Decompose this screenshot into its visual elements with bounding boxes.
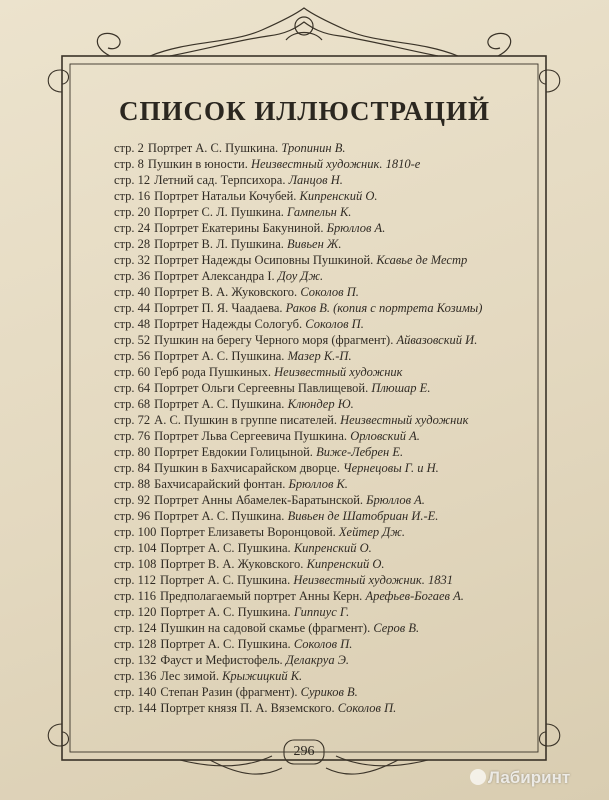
list-item: [114, 604, 514, 620]
illustration-title: Портрет Натальи Кочубей.: [154, 189, 297, 203]
page-reference: стр. 16: [114, 189, 151, 203]
page-reference: стр. 128: [114, 637, 157, 651]
list-item: [114, 636, 514, 652]
illustration-title: Портрет Елизаветы Воронцовой.: [160, 525, 336, 539]
illustration-title: Герб рода Пушкиных.: [154, 365, 272, 379]
page-reference: стр. 28: [114, 237, 151, 251]
artist-credit: Кипренский О.: [306, 557, 385, 571]
page-reference: стр. 36: [114, 269, 151, 283]
illustration-title: Портрет Надежды Осиповны Пушкиной.: [154, 253, 374, 267]
artist-credit: Соколов П.: [300, 285, 359, 299]
page-reference: стр. 116: [114, 589, 156, 603]
list-item: [114, 508, 514, 524]
page-reference: стр. 80: [114, 445, 151, 459]
illustration-title: Портрет Ольги Сергеевны Павлищевой.: [154, 381, 369, 395]
list-item: [114, 300, 514, 316]
illustration-title: Портрет Анны Абамелек-Баратынской.: [154, 493, 364, 507]
page-reference: стр. 20: [114, 205, 151, 219]
labyrinth-logo-icon: [470, 769, 486, 785]
list-item: [114, 700, 514, 716]
artist-credit: Тропинин В.: [281, 141, 346, 155]
illustration-title: Портрет А. С. Пушкина.: [154, 349, 285, 363]
list-item: [114, 140, 514, 156]
illustration-title: Пушкин в юности.: [147, 157, 248, 171]
page-reference: стр. 2: [114, 141, 144, 155]
illustration-title: Пушкин в Бахчисарайском дворце.: [154, 461, 340, 475]
page-reference: стр. 104: [114, 541, 157, 555]
list-item: [114, 380, 514, 396]
artist-credit: Крыжицкий К.: [222, 669, 303, 683]
page-reference: стр. 68: [114, 397, 151, 411]
list-item: [114, 460, 514, 476]
list-item: [114, 428, 514, 444]
page-reference: стр. 144: [114, 701, 157, 715]
artist-credit: Мазер К.-П.: [287, 349, 352, 363]
page-reference: стр. 88: [114, 477, 151, 491]
list-item: [114, 492, 514, 508]
list-item: [114, 476, 514, 492]
illustration-title: Бахчисарайский фонтан.: [154, 477, 286, 491]
artist-credit: Серов В.: [373, 621, 420, 635]
page-reference: стр. 136: [114, 669, 157, 683]
illustration-title: Портрет А. С. Пушкина.: [160, 637, 291, 651]
artist-credit: Вивьен де Шатобриан И.-Е.: [287, 509, 439, 523]
top-ornament: [97, 8, 510, 56]
list-item: [114, 412, 514, 428]
illustration-title: Портрет Екатерины Бакуниной.: [154, 221, 324, 235]
page-reference: стр. 48: [114, 317, 151, 331]
list-item: [114, 668, 514, 684]
illustration-title: Пушкин на садовой скамье (фрагмент).: [160, 621, 371, 635]
artist-credit: Плюшар Е.: [371, 381, 431, 395]
list-item: [114, 540, 514, 556]
illustration-title: Портрет А. С. Пушкина.: [160, 541, 291, 555]
illustration-title: Портрет А. С. Пушкина.: [154, 509, 285, 523]
artist-credit: Соколов П.: [293, 637, 353, 651]
illustration-title: Фауст и Мефистофель.: [160, 653, 283, 667]
illustration-title: Портрет Надежды Сологуб.: [154, 317, 303, 331]
page-reference: стр. 76: [114, 429, 151, 443]
illustration-title: Портрет Александра I.: [154, 269, 275, 283]
artist-credit: Айвазовский И.: [396, 333, 478, 347]
illustration-list: [114, 140, 514, 716]
illustration-title: Портрет А. С. Пушкина.: [160, 605, 291, 619]
artist-credit: Орловский А.: [350, 429, 420, 443]
list-item: [114, 252, 514, 268]
artist-credit: Доу Дж.: [277, 269, 324, 283]
artist-credit: Неизвестный художник. 1831: [293, 573, 453, 587]
list-item: [114, 188, 514, 204]
illustration-title: Лес зимой.: [160, 669, 219, 683]
page-reference: стр. 84: [114, 461, 151, 475]
list-item: [114, 156, 514, 172]
artist-credit: Гампельн К.: [287, 205, 352, 219]
page-reference: стр. 108: [114, 557, 157, 571]
illustration-title: Портрет А. С. Пушкина.: [159, 573, 291, 587]
artist-credit: Неизвестный художник: [274, 365, 403, 379]
page-title: СПИСОК ИЛЛЮСТРАЦИЙ: [118, 96, 491, 126]
artist-credit: Брюллов А.: [326, 221, 386, 235]
artist-credit: Виже-Лебрен Е.: [316, 445, 404, 459]
artist-credit: Клюндер Ю.: [287, 397, 354, 411]
illustration-title: Степан Разин (фрагмент).: [160, 685, 298, 699]
page-reference: стр. 64: [114, 381, 151, 395]
artist-credit: Вивьен Ж.: [287, 237, 342, 251]
illustration-title: Портрет С. Л. Пушкина.: [154, 205, 284, 219]
list-item: [114, 684, 514, 700]
artist-credit: Делакруа Э.: [285, 653, 350, 667]
list-item: [114, 268, 514, 284]
illustration-title: Портрет Льва Сергеевича Пушкина.: [154, 429, 348, 443]
artist-credit: Суриков В.: [300, 685, 358, 699]
artist-credit: Брюллов А.: [366, 493, 425, 507]
page-reference: стр. 96: [114, 509, 151, 523]
artist-credit: Неизвестный художник. 1810-е: [250, 157, 421, 171]
list-item: [114, 556, 514, 572]
artist-credit: Раков В. (копия с портрета Козимы): [285, 301, 483, 315]
page-reference: стр. 124: [114, 621, 157, 635]
watermark-text: Лабиринт: [488, 768, 571, 787]
artist-credit: Соколов П.: [337, 701, 397, 715]
artist-credit: Арефьев-Богаев А.: [365, 589, 464, 603]
illustration-title: А. С. Пушкин в группе писателей.: [154, 413, 337, 427]
page-reference: стр. 92: [114, 493, 151, 507]
list-item: [114, 652, 514, 668]
illustration-title: Портрет Евдокии Голицыной.: [154, 445, 313, 459]
page-reference: стр. 12: [114, 173, 151, 187]
artist-credit: Кипренский О.: [293, 541, 372, 555]
page-reference: стр. 72: [114, 413, 151, 427]
list-item: [114, 172, 514, 188]
artist-credit: Неизвестный художник: [340, 413, 469, 427]
list-item: [114, 204, 514, 220]
list-item: [114, 316, 514, 332]
page-reference: стр. 24: [114, 221, 151, 235]
list-item: [114, 524, 514, 540]
artist-credit: Соколов П.: [305, 317, 364, 331]
page-reference: стр. 100: [114, 525, 157, 539]
page-reference: стр. 56: [114, 349, 151, 363]
list-item: [114, 572, 514, 588]
page-reference: стр. 60: [114, 365, 151, 379]
list-item: [114, 236, 514, 252]
illustration-title: Портрет А. С. Пушкина.: [147, 141, 279, 155]
list-item: [114, 284, 514, 300]
page-reference: стр. 32: [114, 253, 151, 267]
list-item: [114, 444, 514, 460]
illustration-title: Портрет В. А. Жуковского.: [160, 557, 304, 571]
artist-credit: Хейтер Дж.: [338, 525, 406, 539]
artist-credit: Чернецовы Г. и Н.: [342, 461, 439, 475]
page-number: 296: [293, 744, 315, 759]
watermark-logo: [470, 768, 570, 788]
list-item: [114, 364, 514, 380]
page-reference: стр. 44: [114, 301, 151, 315]
artist-credit: Гиппиус Г.: [293, 605, 350, 619]
artist-credit: Ксавье де Местр: [376, 253, 468, 267]
list-item: [114, 396, 514, 412]
page-reference: стр. 40: [114, 285, 151, 299]
page-reference: стр. 8: [114, 157, 144, 171]
artist-credit: Ланцов Н.: [288, 173, 343, 187]
illustration-title: Портрет В. А. Жуковского.: [154, 285, 298, 299]
page-reference: стр. 112: [114, 573, 156, 587]
page-reference: стр. 132: [114, 653, 157, 667]
illustration-title: Летний сад. Терпсихора.: [154, 173, 286, 187]
page-reference: стр. 140: [114, 685, 157, 699]
artist-credit: Кипренский О.: [299, 189, 378, 203]
illustration-title: Портрет А. С. Пушкина.: [154, 397, 285, 411]
illustration-title: Портрет П. Я. Чаадаева.: [154, 301, 283, 315]
illustration-title: Предполагаемый портрет Анны Керн.: [159, 589, 363, 603]
illustration-title: Портрет князя П. А. Вяземского.: [160, 701, 335, 715]
list-item: [114, 620, 514, 636]
artist-credit: Брюллов К.: [288, 477, 348, 491]
illustration-title: Портрет В. Л. Пушкина.: [154, 237, 284, 251]
page-reference: стр. 52: [114, 333, 151, 347]
list-item: [114, 220, 514, 236]
page-reference: стр. 120: [114, 605, 157, 619]
list-item: [114, 332, 514, 348]
illustration-title: Пушкин на берегу Черного моря (фрагмент).: [154, 333, 394, 347]
list-item: [114, 588, 514, 604]
list-item: [114, 348, 514, 364]
